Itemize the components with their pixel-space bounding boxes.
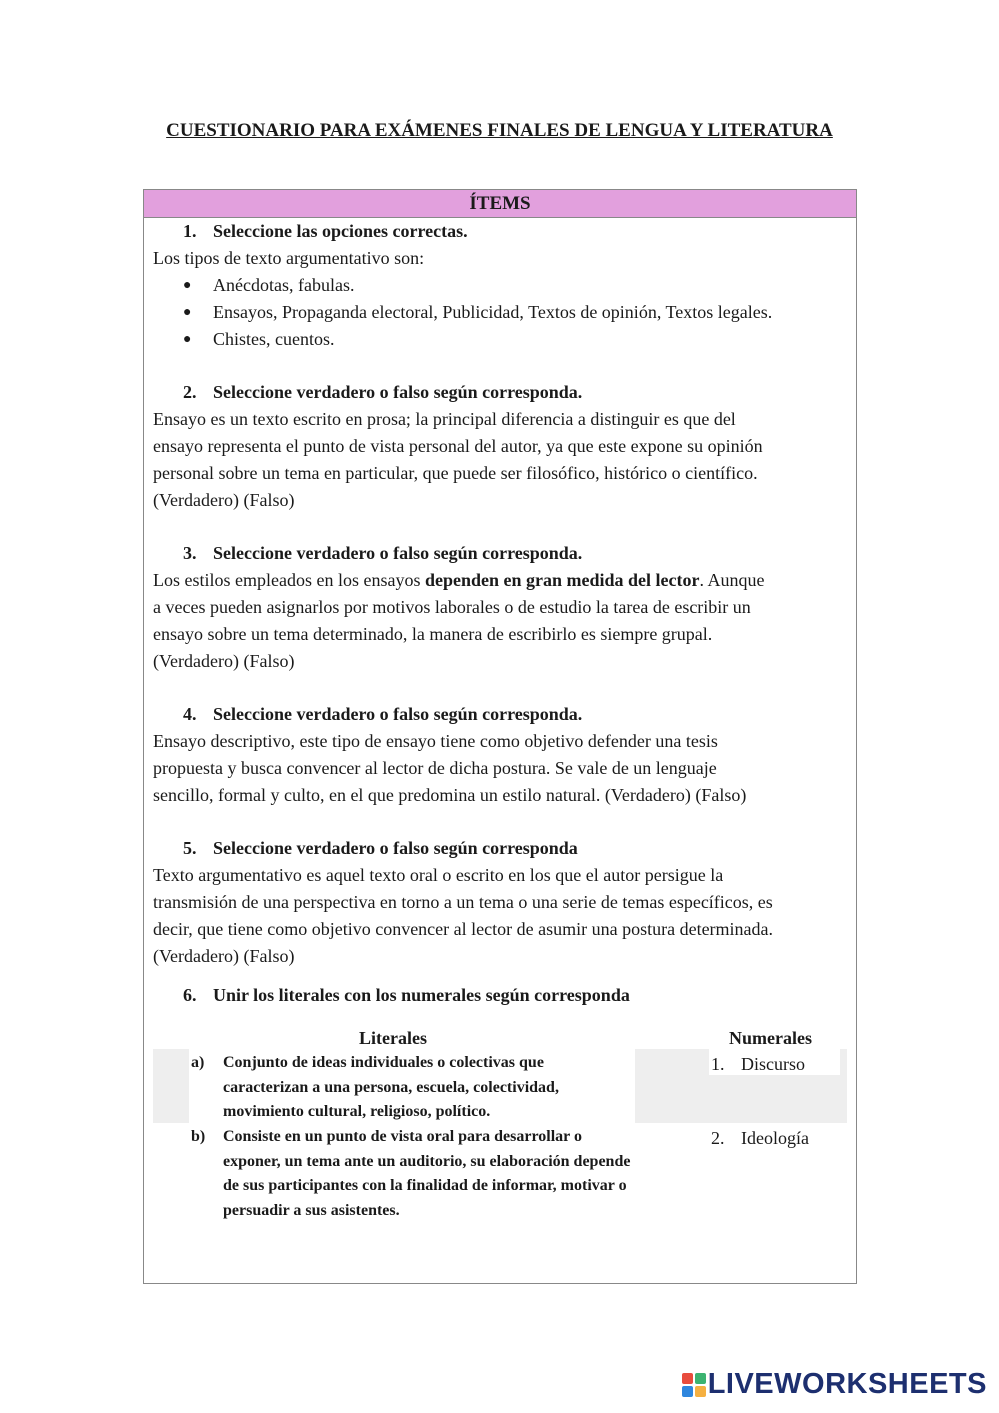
text-run: . Aunque [699,570,765,590]
question-number: 4. [183,704,197,724]
option-label: Ensayos, Propaganda electoral, Publicidad, Textos de opinión, Textos legales. [213,302,773,322]
question-2-line: ensayo representa el punto de vista personal del autor, ya que este expone su opinión [153,436,763,456]
numerales-header: Numerales [729,1028,812,1048]
option-item[interactable] [153,272,848,299]
numeral-text: Discurso [741,1054,805,1074]
question-4-line: Ensayo descriptivo, este tipo de ensayo tiene como objetivo defender una tesis [153,731,718,751]
liveworksheets-logo[interactable] [682,1368,987,1401]
literales-header: Literales [359,1028,427,1048]
question-number: 2. [183,382,197,402]
literal-item[interactable] [191,1125,631,1223]
literal-item[interactable] [191,1051,631,1125]
question-text: Seleccione verdadero o falso según corresponda. [213,543,583,563]
numeral-item[interactable] [711,1125,809,1152]
option-item[interactable] [153,299,848,326]
literal-letter: b) [191,1128,206,1145]
table-header: ÍTEMS [144,190,856,218]
question-6-title [153,982,848,1009]
text-run: Los estilos empleados en los ensayos [153,570,425,590]
brand-text: LIVEWORKSHEETS [707,1368,987,1400]
question-text: Seleccione las opciones correctas. [213,221,468,241]
numeral-item[interactable] [711,1051,805,1078]
literal-text: Consiste en un punto de vista oral para desarrollar o exponer, un tema ante un auditorio, su elaboración depende de sus participantes con la finalidad de informar, motivar o persuadir a sus asistentes. [223,1128,631,1219]
literal-text: Conjunto de ideas individuales o colectivas que caracterizan a una persona, escuela, colectividad, movimiento cultural, religioso, político. [223,1054,559,1120]
question-4-line: propuesta y busca convencer al lector de dicha postura. Se vale de un lenguaje [153,758,717,778]
question-1-options [153,272,848,353]
option-label: Chistes, cuentos. [213,329,335,349]
question-text: Unir los literales con los numerales según corresponda [213,985,630,1005]
question-2-line: personal sobre un tema en particular, que puede ser filosófico, histórico o científico. [153,463,758,483]
true-false-choice[interactable]: (Verdadero) (Falso) [153,651,295,671]
question-3-line [153,567,848,594]
question-text: Seleccione verdadero o falso según corresponda. [213,704,583,724]
page-title: CUESTIONARIO PARA EXÁMENES FINALES DE LENGUA Y LITERATURA [166,120,833,141]
numeral-text: Ideología [741,1128,809,1148]
question-5-line: decir, que tiene como objetivo convencer al lector de asumir una postura determinada. [153,919,774,939]
question-number: 1. [183,221,197,241]
numeral-number: 2. [711,1128,725,1148]
row-shading [153,1049,189,1123]
question-1-prompt: Los tipos de texto argumentativo son: [153,248,425,268]
question-5-line: Texto argumentativo es aquel texto oral o escrito en los que el autor persigue la [153,865,724,885]
bullet-icon: ● [183,305,192,320]
bold-text-run: dependen en gran medida del lector [424,570,700,590]
question-number: 3. [183,543,197,563]
option-item[interactable] [153,326,848,353]
question-text: Seleccione verdadero o falso según corresponda [213,838,578,858]
true-false-choice[interactable]: (Verdadero) (Falso) [153,946,295,966]
question-2-title [153,379,848,406]
logo-icon [682,1373,706,1397]
bullet-icon: ● [183,278,192,293]
question-3-line: ensayo sobre un tema determinado, la manera de escribirlo es siempre grupal. [153,624,713,644]
items-content [153,218,848,1265]
option-label: Anécdotas, fabulas. [213,275,355,295]
question-4-title [153,701,848,728]
true-false-choice[interactable]: (Verdadero) (Falso) [153,490,295,510]
literal-letter: a) [191,1054,205,1071]
question-2-line: Ensayo es un texto escrito en prosa; la principal diferencia a distinguir es que del [153,409,736,429]
bullet-icon: ● [183,332,192,347]
matching-table [153,1025,848,1265]
question-number: 6. [183,985,197,1005]
items-table [143,189,857,1284]
question-5-line: transmisión de una perspectiva en torno a un tema o una serie de temas específicos, es [153,892,773,912]
true-false-choice[interactable]: sencillo, formal y culto, en el que predomina un estilo natural. (Verdadero) (Falso) [153,785,747,805]
question-5-title [153,835,848,862]
question-1-title [153,218,848,245]
numeral-number: 1. [711,1054,725,1074]
question-text: Seleccione verdadero o falso según corresponda. [213,382,583,402]
question-3-line: a veces pueden asignarlos por motivos laborales o de estudio la tarea de escribir un [153,597,751,617]
question-number: 5. [183,838,197,858]
question-3-title [153,540,848,567]
